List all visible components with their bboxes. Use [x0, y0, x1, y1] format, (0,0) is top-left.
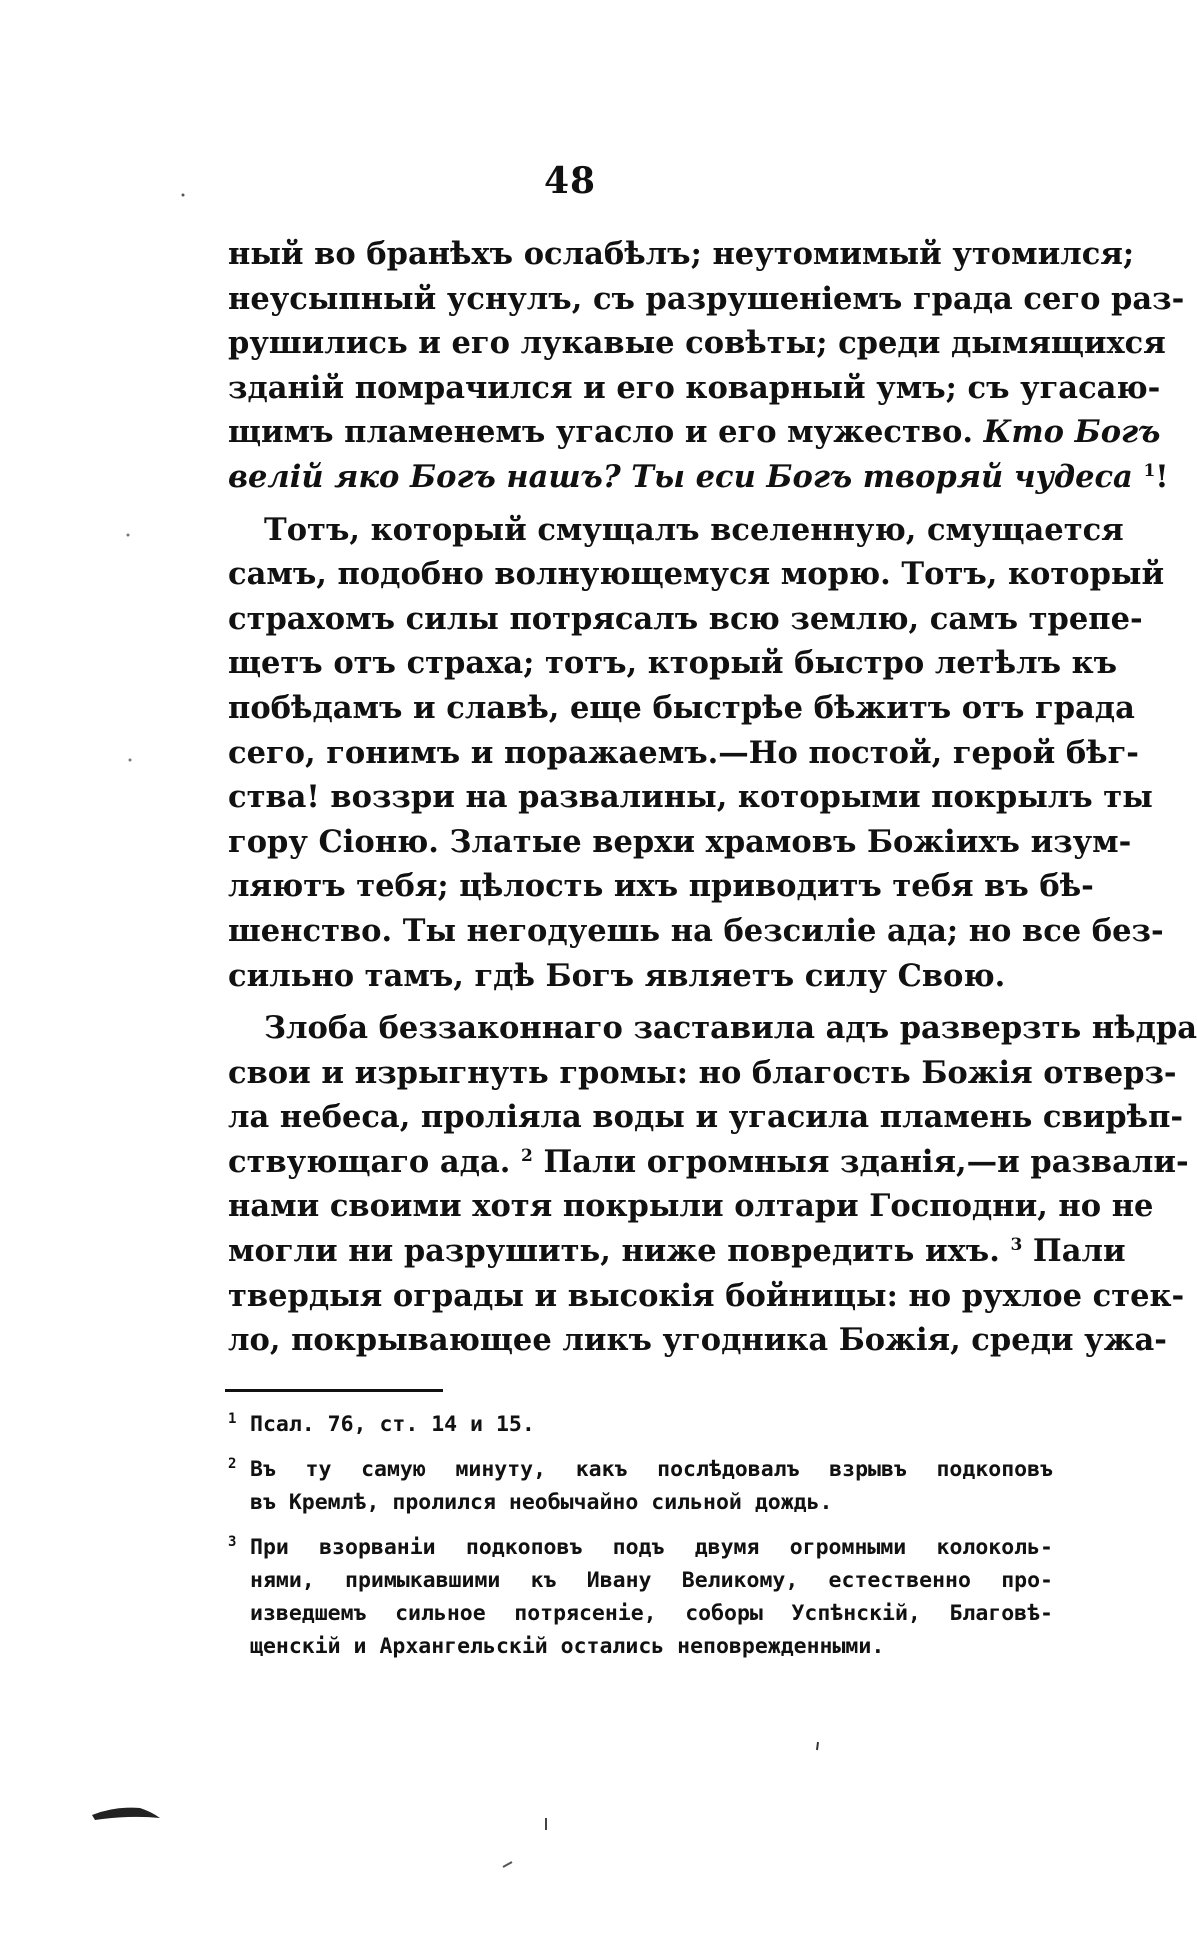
text-line: Тотъ, который смущалъ вселенную, смущается [264, 511, 1124, 548]
text-segment: Пали [1032, 1233, 1126, 1270]
paragraph-2 [228, 508, 1165, 999]
text-line: сего, гонимъ и поражаемъ.—Но постой, герой бѣг- [228, 734, 1139, 771]
text-line: рушились и его лукавые совѣты; среди дымящихся [228, 325, 1166, 362]
footnote-line: изведшемъ сильное потрясеніе, соборы Успѣнскій, Благовѣ- [250, 1601, 1053, 1626]
text-line: нами своими хотя покрыли олтари Господни, но не [228, 1188, 1154, 1225]
text-line: Злоба беззаконнаго заставила адъ разверзть нѣдра [264, 1010, 1197, 1047]
footnote-line: При взорваніи подкоповъ подъ двумя огромными колоколь- [250, 1535, 1053, 1560]
text-line: щетъ отъ страха; тотъ, кторый быстро летѣлъ къ [228, 645, 1118, 682]
footnote-body [250, 1408, 1053, 1441]
text-segment: могли ни разрушить, ниже повредить ихъ. [228, 1233, 1000, 1270]
text-line [228, 455, 1169, 500]
footnote-mark: 1 [228, 1411, 237, 1427]
text-line: ло, покрывающее ликъ угодника Божія, среди ужа- [228, 1322, 1167, 1359]
italic-quote: велій яко Богъ нашъ? Ты еси Богъ творяй чудеса [228, 458, 1133, 495]
italic-segment: Кто Богъ [983, 414, 1161, 451]
body-text [228, 232, 1197, 1363]
footnote-line: щенскій и Архангельскій остались неповрежденными. [250, 1634, 885, 1659]
text-line: твердыя ограды и высокія бойницы: но рухлое стек- [228, 1277, 1185, 1314]
text-line: ла небеса, проліяла воды и угасила пламень свирѣп- [228, 1099, 1184, 1136]
text-line: ляютъ тебя; цѣлость ихъ приводитъ тебя въ бѣ- [228, 868, 1094, 905]
footnote-1 [228, 1408, 1053, 1441]
footnote-line: Псал. 76, ст. 14 и 15. [250, 1412, 535, 1437]
ink-speck [129, 759, 132, 762]
footnotes [228, 1408, 1053, 1675]
text-line [228, 410, 1161, 455]
ink-speck [817, 1742, 818, 1750]
text-line: ный во бранѣхъ ослабѣлъ; неутомимый утомился; [228, 236, 1135, 272]
footnote-body [250, 1531, 1053, 1663]
footnote-2 [228, 1453, 1053, 1519]
text-segment: Пали огромныя зданія,—и развали- [543, 1143, 1189, 1180]
text-line: гору Сіоню. Златые верхи храмовъ Божіихъ изум- [228, 823, 1132, 860]
text-line: страхомъ силы потрясалъ всю землю, самъ трепе- [228, 600, 1143, 637]
footnote-3 [228, 1531, 1053, 1663]
ink-smudge [92, 1808, 160, 1820]
footnote-line: въ Кремлѣ, пролился необычайно сильной дождь. [250, 1490, 833, 1515]
text-line: сильно тамъ, гдѣ Богъ являетъ силу Свою. [228, 957, 1006, 994]
text-line: побѣдамъ и славѣ, еще быстрѣе бѣжитъ отъ града [228, 689, 1135, 726]
page-number: 48 [543, 160, 597, 202]
text-segment: ствующаго ада. [228, 1143, 511, 1180]
footnote-ref-3: 3 [1010, 1234, 1023, 1255]
text-line: неусыпный уснулъ, съ разрушеніемъ града сего раз- [228, 280, 1185, 317]
text-segment: щимъ пламенемъ угасло и его мужество. [228, 414, 974, 451]
ink-speck [127, 534, 130, 537]
footnote-ref-1: 1 [1143, 460, 1156, 481]
footnote-line: Въ ту самую минуту, какъ послѣдовалъ взрывъ подкоповъ [250, 1457, 1053, 1482]
text-line [228, 1229, 1126, 1274]
footnote-mark: 2 [228, 1456, 237, 1472]
end-mark: ! [1155, 458, 1169, 495]
footnote-line: нями, примыкавшими къ Ивану Великому, естественно про- [250, 1568, 1053, 1593]
text-line [228, 1140, 1189, 1185]
footnote-ref-2: 2 [520, 1145, 533, 1166]
footnote-mark: 3 [228, 1534, 237, 1550]
text-line: зданій помрачился и его коварный умъ; съ угасаю- [228, 369, 1161, 406]
text-line: самъ, подобно волнующемуся морю. Тотъ, который [228, 556, 1165, 593]
paragraph-3 [228, 1006, 1197, 1363]
text-line: свои и изрыгнуть громы: но благость Божія отверз- [228, 1054, 1177, 1091]
text-line: шенство. Ты негодуешь на безсиліе ада; но все без- [228, 912, 1164, 949]
footnote-body [250, 1453, 1053, 1519]
ink-speck [503, 1862, 512, 1867]
text-line: ства! воззри на развалины, которыми покрылъ ты [228, 779, 1153, 816]
footnote-divider [225, 1389, 443, 1392]
paragraph-1 [228, 232, 1185, 500]
